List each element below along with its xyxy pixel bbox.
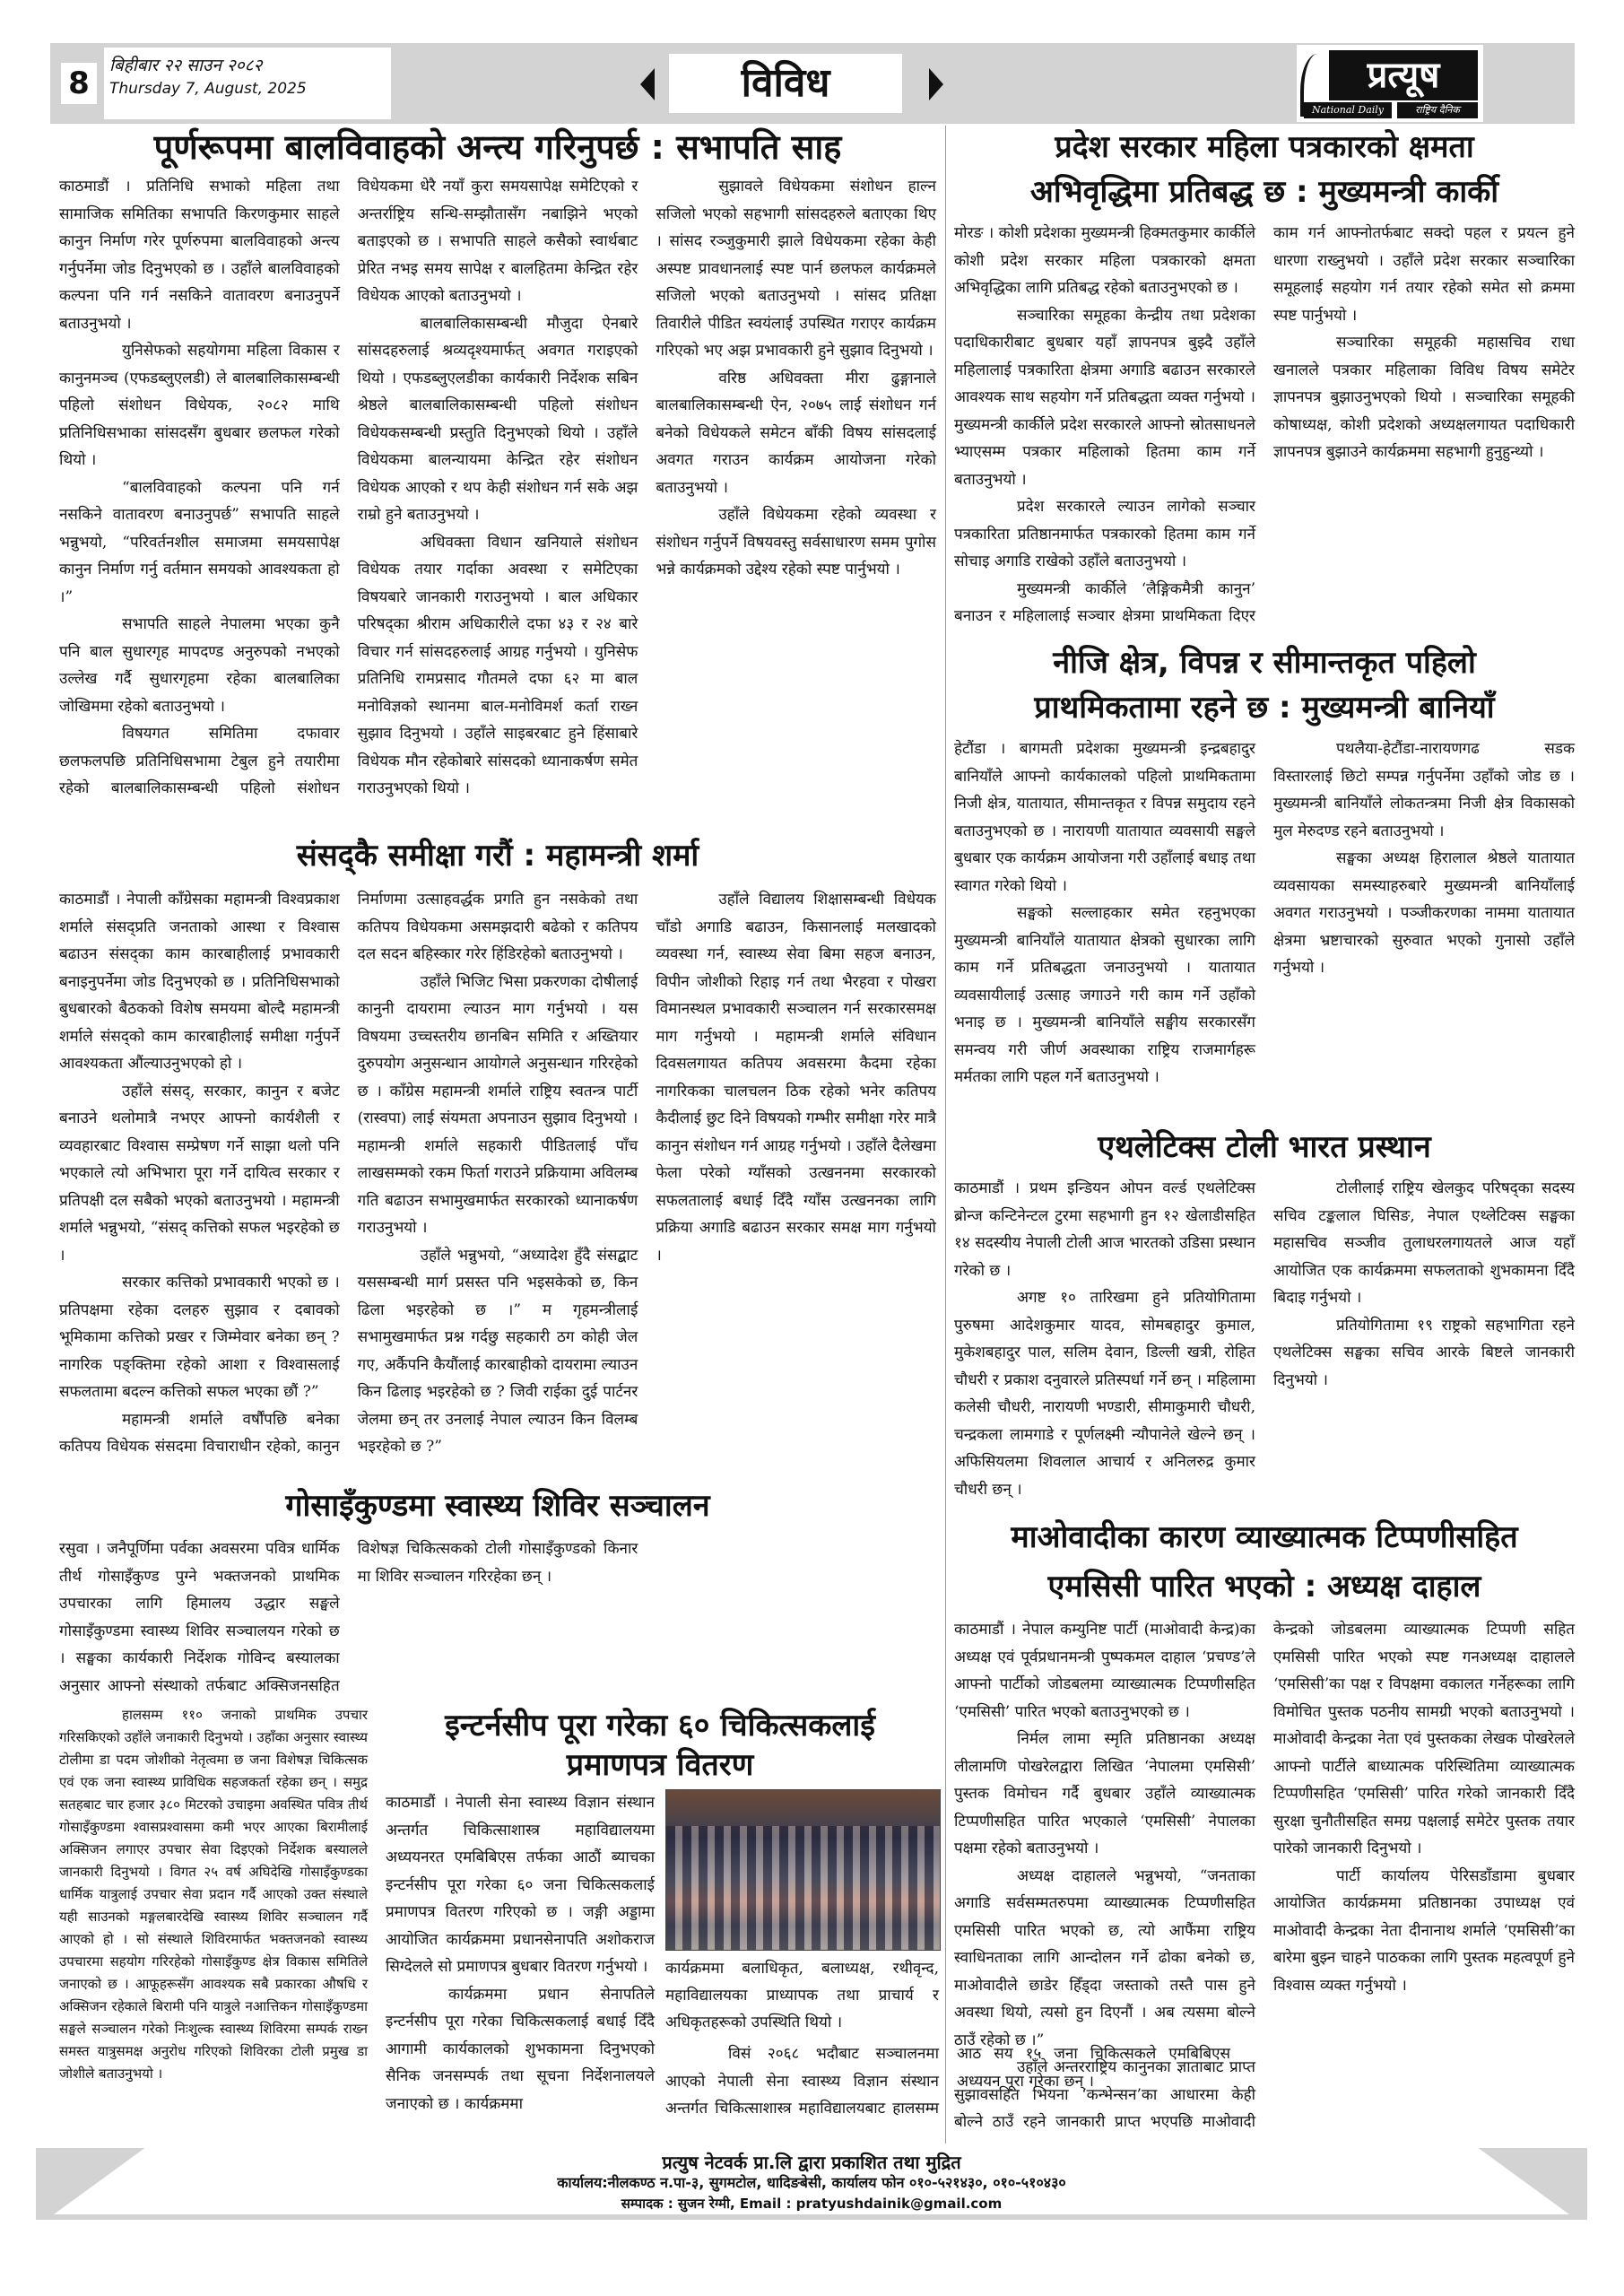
paragraph: “बालविवाहको कल्पना पनि गर्न नसकिने वातावरण बनाउनुपर्छ” सभापति साहले भन्नुभयो, “परिवर्तनशील समाजमा समयसापेक्ष कानुन निर्माण गर्नु वर्तमान समयको आवश्यकता हो ।” bbox=[59, 478, 340, 606]
paragraph: काठमाडौं । नेपाली सेना स्वास्थ्य विज्ञान संस्थान अन्तर्गत चिकित्साशास्त्र महाविद्यालयमा अध्ययनरत एमबिबिएस तर्फका आठौं ब्याचका इन्टर्नसीप पूरा गरेका ६० जना चिकित्सकलाई प्रमाणपत्र वितरण गरिएको छ । जङ्गी अड्डामा आयोजित कार्यक्रममा प्रधानसेनापति अशोकराज सिग्देलले सो प्रमाणपत्र बुधबार वितरण गर्नुभयो । bbox=[386, 1794, 655, 1976]
date-box bbox=[104, 48, 391, 119]
paragraph: काठमाडौं । प्रथम इन्डियन ओपन वर्ल्ड एथलेटिक्स ब्रोन्ज कन्टिनेन्टल टुरमा सहभागी हुन १२ खेलाडीसहित १४ सदस्यीय नेपाली टोली आज भारतको उडिसा प्रस्थान गरेको छ । bbox=[954, 1179, 1255, 1280]
paragraph: अगष्ट १० तारिखमा हुने प्रतियोगितामा पुरुषमा आदेशकुमार यादव, सोमबहादुर कुमाल, मुकेशबहादुर पाल, सलिम देवान, डिल्ली खत्री, रोहित चौधरी र प्रकाश दनुवारले प्रतिस्पर्धा गर्ने छन् । महिलामा कलेसी चौधरी, नारायणी भण्डारी, सीमाकुमारी चौधरी, चन्द्रकला लामगाडे र पूर्णलक्ष्मी न्यौपानेले खेल्ने छन् । अफिसियलमा शिवलाल आचार्य र अनिलरुद्र कुमार चौधरी छन् । bbox=[954, 1289, 1255, 1499]
paragraph: विसं २०६८ भदौबाट सञ्चालनमा आएको नेपाली सेना स्वास्थ्य विज्ञान संस्थान अन्तर्गत चिकित्साशास्त्र महाविद्यालयबाट हालसम्म आठ सय १५ जना चिकित्सकले एमबिबिएस अध्ययन पूरा गरेका छन् । bbox=[665, 2045, 1230, 2118]
newspaper-logo bbox=[1297, 45, 1483, 122]
paragraph: विषयगत समितिमा दफावार छलफलपछि प्रतिनिधिसभामा टेबुल हुने तयारीमा रहेको बालबालिकासम्बन्धी पहिलो संशोधन विधेयकमा धेरै नयाँ कुरा समयसापेक्ष समेटिएको र अन्तर्राष्ट्रिय सन्धि-सम्झौतासँग नबाझिने भएको बताइएको छ । सभापति साहले कसैको स्वार्थबाट प्रेरित नभइ समय सापेक्ष र बालहितमा केन्द्रित रहेर विधेयक आएको बताउनुभयो । bbox=[59, 178, 638, 797]
paragraph: उहाँले भन्नुभयो, “अध्यादेश हुँदै संसद्बाट यससम्बन्धी मार्ग प्रसस्त पनि भइसकेको छ, किन ढिला भइरहेको छ ।” म गृहमन्त्रीलाई सभामुखमार्फत प्रश्न गर्दछु सहकारी ठग कोही जेल गए, अर्कैपनि कैयौंलाई कारबाहीको दायरामा ल्याउन किन ढिलाइ भइरहेको छ ? जिवी राईका दुई पार्टनर जेलमा छन् तर उनलाई नेपाल ल्याउन किन विलम्ब भइरहेको छ ?” bbox=[357, 1246, 638, 1456]
footer-editor: सम्पादक : सुजन रेग्मी, Email : pratyushdainik@gmail.com bbox=[621, 2196, 1003, 2212]
headline-athletics: एथलेटिक्स टोली भारत प्रस्थान bbox=[1098, 1129, 1431, 1165]
article-internship-body bbox=[386, 1789, 655, 2146]
article-private-sector-body bbox=[954, 735, 1575, 1121]
section-title: विविध bbox=[669, 54, 902, 113]
paragraph: महामन्त्री शर्माले वर्षौंपछि बनेका कतिपय विधेयक संसदमा विचाराधीन रहेको, कानुन निर्माणमा उत्साहवर्द्धक प्रगति हुन नसकेको तथा कतिपय विधेयकमा असमझदारी बढेको र कतिपय दल सदन बहिस्कार गरेर हिंडिरहेको बताउनुभयो । bbox=[59, 891, 638, 1456]
paragraph: हेटौंडा । बागमती प्रदेशका मुख्यमन्त्री इन्द्रबहादुर बानियाँले आफ्नो कार्यकालको पहिलो प्राथमिकतामा निजी क्षेत्र, यातायात, सीमान्तकृत र विपन्न समुदाय रहने बताउनुभएको छ । नारायणी यातायात व्यवसायी सङ्घले बुधबार एक कार्यक्रम आयोजना गरी उहाँलाई बधाइ तथा स्वागत गरेको थियो । bbox=[954, 740, 1255, 895]
paragraph: रसुवा । जनैपूर्णिमा पर्वका अवसरमा पवित्र धार्मिक तीर्थ गोसाइँकुण्ड पुग्ने भक्तजनको प्राथमिक उपचारका लागि हिमालय उद्धार सङ्घले गोसाइँकुण्डमा स्वास्थ्य शिविर सञ्चालयन गरेको छ । सङ्घका कार्यकारी निर्देशक गोविन्द बस्यालका अनुसार आफ्नो संस्थाको तर्फबाट अक्सिजनसहित विशेषज्ञ चिकित्सकको टोली गोसाइँकुण्डको किनार मा शिविर सञ्चालन गरिरहेका छन् । bbox=[59, 1540, 638, 1695]
paragraph: कार्यक्रममा प्रधान सेनापतिले इन्टर्नसीप पूरा गरेका चिकित्सकलाई बधाई दिँदै आगामी कार्यकालको शुभकामना दिनुभएको सैनिक जनसम्पर्क तथा सूचना निर्देशनालयले जनाएको छ । कार्यक्रममा bbox=[386, 1985, 655, 2113]
paragraph: उहाँले अन्तरराष्ट्रिय कानुनका ज्ञाताबाट प्राप्त सुझावसहित भियना ‘कन्भेन्सन’का आधारमा केही बोल्ने ठाउँ रहने जानकारी प्राप्त भएपछि माओवादी केन्द्रको जोडबलमा व्याख्यात्मक टिप्पणी सहित एमसिसी पारित भएको स्पष्ट गनअध्यक्ष दाहालले ‘एमसिसी’का पक्ष र विपक्षमा वकालत गर्नेहरूका लागि विमोचित पुस्तक पठनीय सामग्री भएको बताउनुभयो । माओवादी केन्द्रका नेता एवं पुस्तकका लेखक पोखरेलले आफ्नो पार्टीले बाध्यात्मक परिस्थितिमा व्याख्यात्मक टिप्पणीसहित ‘एमसिसी’ पारित गरेको जानकारी दिँदै सुरक्षा चुनौतीसहित समग्र पक्षलाई समेटेर पुस्तक तयार पारेको जानकारी दिनुभयो । bbox=[954, 1621, 1575, 2131]
footer-office: कार्यालय:नीलकण्ठ न.पा-३, सुगमटोल, धादिङबेसी, कार्यालय फोन ०१०-५२१४३०, ०१०-५१०४३० bbox=[557, 2174, 1066, 2191]
logo-tag-english: National Daily bbox=[1304, 102, 1392, 118]
paragraph: प्रतियोगितामा १९ राष्ट्रको सहभागिता रहने एथलेटिक्स सङ्घका सचिव आरके बिष्टले जानकारी दिनुभयो । bbox=[1273, 1316, 1575, 1389]
paragraph: निर्मल लामा स्मृति प्रतिष्ठानका अध्यक्ष लीलामणि पोखरेलद्वारा लिखित ‘नेपालमा एमसिसी’ पुस्तक विमोचन गर्दै बुधबार उहाँले व्याख्यात्मक टिप्पणीसहित पारित भएकाले ‘एमसिसी’ नेपालका पक्षमा रहेको बताउनुभयो । bbox=[954, 1730, 1255, 1857]
headline-gosaikunda: गोसाइँकुण्डमा स्वास्थ्य शिविर सञ्चालन bbox=[285, 1488, 710, 1524]
article-athletics-body bbox=[954, 1175, 1575, 1529]
article-women-journalists-body bbox=[954, 220, 1575, 634]
paragraph: अध्यक्ष दाहालले भन्नुभयो, “जनताका अगाडि सर्वसम्मतरुपमा व्याख्यात्मक टिप्पणीसहित एमसिसी पारित भएको छ, त्यो आफैंमा राष्ट्रिय स्वाधिनताका लागि आन्दोलन गर्ने ढोका बनेको छ, माओवादीले छाडेर हिँड्दा जस्ताको तस्तै पास हुने अवस्था थियो, त्यसो हुन दिएनौं । अब त्यसमा बोल्ने ठाउँ रहेको छ ।” bbox=[954, 1866, 1255, 2049]
headline-child-marriage: पूर्णरूपमा बालविवाहको अन्त्य गरिनुपर्छ : सभापति साह bbox=[153, 127, 842, 167]
paragraph: काठमाडौं । नेपाली काँग्रेसका महामन्त्री विश्वप्रकाश शर्माले संसद्प्रति जनताको आस्था र विश्वास बढाउन संसद्का काम कारबाहीलाई प्रभावकारी बनाइनुपर्नेमा जोड दिनुभएको छ । प्रतिनिधिसभाको बुधबारको बैठकको विशेष समयमा बोल्दै महामन्त्री शर्माले संसद्को काम कारबाहीलाई समीक्षा गर्नुपर्ने आवश्यकता औंल्याउनुभएको हो । bbox=[59, 891, 340, 1073]
headline-mcc-line2: एमसिसी पारित भएको : अध्यक्ष दाहाल bbox=[1047, 1569, 1481, 1605]
article-internship-body-2 bbox=[665, 2040, 1230, 2148]
headline-women-journalists-line2: अभिवृद्धिमा प्रतिबद्ध छ : मुख्यमन्त्री कार्की bbox=[1029, 174, 1499, 210]
paragraph: पार्टी कार्यालय पेरिसडाँडामा बुधबार आयोजित कार्यक्रममा प्रतिष्ठानका उपाध्यक्ष एवं माओवादी केन्द्रका नेता दीनानाथ शर्माले ‘एमसिसी’का बारेमा बुझ्न चाहने पाठकका लागि पुस्तक महत्वपूर्ण हुने विश्वास व्यक्त गर्नुभयो । bbox=[1273, 1866, 1575, 1995]
paragraph: सुझावले विधेयकमा संशोधन हाल्न सजिलो भएको सहभागी सांसदहरुले बताएका थिए । सांसद रञ्जुकुमारी झाले विधेयकमा रहेका केही अस्पष्ट प्रावधानलाई स्पष्ट पार्न छलफल कार्यक्रमले सजिलो भएको बताउनुभयो । सांसद प्रतिक्षा तिवारीले पीडित स्वयंलाई उपस्थित गराएर कार्यक्रम गरिएको भए अझ प्रभावकारी हुने सुझाव दिनुभयो । bbox=[656, 178, 936, 360]
paragraph: वरिष्ठ अधिवक्ता मीरा ढुङ्गानाले बालबालिकासम्बन्धी ऐन, २०७५ लाई संशोधन गर्न बनेको विधेयकले समेटन बाँकी विषय सांसदलाई अवगत गराउन कार्यक्रम आयोजना गरेको बताउनुभयो । bbox=[656, 369, 936, 497]
article-parliament-review-body bbox=[59, 886, 936, 1474]
paragraph: उहाँले विद्यालय शिक्षासम्बन्धी विधेयक चाँडो अगाडि बढाउन, किसानलाई मलखादको व्यवस्था गर्न, स्वास्थ्य सेवा बिमा सहज बनाउन, विपीन जोशीको रिहाइ गर्न तथा भैरहवा र पोखरा विमानस्थल प्रभावकारी सञ्चालन गर्न सरकारसमक्ष माग गर्नुभयो । महामन्त्री शर्माले संविधान दिवसलगायत कतिपय अवसरमा कैदमा रहेका नागरिकका चालचलन ठिक रहेको भनेर कतिपय कैदीलाई छुट दिने विषयको गम्भीर समीक्षा गरेर मात्रै कानुन संशोधन गर्न आग्रह गर्नुभयो । उहाँले दैलेखमा फेला परेको ग्याँसको उत्खननमा सरकारको सफलतालाई बधाई दिँदै ग्याँस उत्खननका लागि प्रक्रिया अगाडि बढाउन सरकार समक्ष माग गर्नुभयो । bbox=[656, 891, 936, 1265]
photo-caption: कार्यक्रममा बलाधिकृत, बलाध्यक्ष, रथीवृन्द, महाविद्यालयका प्राध्यापक तथा प्राचार्य र अधिकृतहरूको उपस्थिति थियो । bbox=[665, 1960, 939, 2031]
paragraph: उहाँले विधेयकमा रहेको व्यवस्था र संशोधन गर्नुपर्ने विषयवस्तु सर्वसाधारण समम पुगोस भन्ने कार्यक्रमको उद्देश्य रहेको स्पष्ट पार्नुभयो । bbox=[656, 506, 936, 578]
paragraph: अधिवक्ता विधान खनियाले संशोधन विधेयक तयार गर्दाका अवस्था र समेटिएका विषयबारे जानकारी गराउनुभयो । बाल अधिकार परिषद्का श्रीराम अधिकारीले दफा ४३ र २४ बारे विचार गर्न सांसदहरुलाई आग्रह गर्नुभयो । युनिसेफ प्रतिनिधि रामप्रसाद गौतमले दफा ६२ मा बाल मनोविज्ञको स्थानमा बाल-मनोविमर्श कर्ता राख्न सुझाव दिनुभयो । उहाँले साइबरबाट हुने हिंसाबारे विधेयक मौन रहेकोबारे सांसदको ध्यानाकर्षण समेत गराउनुभएको थियो । bbox=[357, 533, 638, 797]
headline-private-sector-line1: नीजि क्षेत्र, विपन्न र सीमान्तकृत पहिलो bbox=[1053, 645, 1476, 681]
paragraph: टोलीलाई राष्ट्रिय खेलकुद परिषद्का सदस्य सचिव टङ्कलाल घिसिङ, नेपाल एथ्लेटिक्स सङ्घका महासचिव सञ्जीव तुलाधरलगायतले आज यहाँ आयोजित एक कार्यक्रममा सफलताको शुभकामना दिँदै बिदाइ गर्नुभयो । bbox=[1273, 1179, 1575, 1307]
logo-tag-nepali: राष्ट्रिय दैनिक bbox=[1397, 102, 1478, 118]
paragraph: काठमाडौं । नेपाल कम्युनिष्ट पार्टी (माओवादी केन्द्र)का अध्यक्ष एवं पूर्वप्रधानमन्त्री पुष्पकमल दाहाल ‘प्रचण्ड’ले आफ्नो पार्टीको जोडबलमा व्याख्यात्मक टिप्पणीसहित ‘एमसिसी’ पारित भएको बताउनुभएको छ । bbox=[954, 1621, 1255, 1721]
masthead bbox=[50, 43, 1575, 124]
headline-mcc-line1: माओवादीका कारण व्याख्यात्मक टिप्पणीसहित bbox=[1011, 1519, 1518, 1555]
paragraph: उहाँले भिजिट भिसा प्रकरणका दोषीलाई कानुनी दायरामा ल्याउन माग गर्नुभयो । यस विषयमा उच्चस्तरीय छानबिन समिति र अख्तियार दुरुपयोग अनुसन्धान आयोगले अनुसन्धान गरिरहेको छ । काँग्रेस महामन्त्री शर्माले राष्ट्रिय स्वतन्त्र पार्टी (रास्वपा) लाई संयमता अपनाउन सुझाव दिनुभयो । महामन्त्री शर्माले सहकारी पीडितलाई पाँच लाखसम्मको रकम फिर्ता गराउने प्रक्रियामा अविलम्ब गति बढाउन सभामुखमार्फत सरकारको ध्यानाकर्षण गराउनुभयो । bbox=[357, 972, 638, 1237]
logo-wordmark: प्रत्यूष bbox=[1329, 50, 1478, 100]
paragraph: सभापति साहले नेपालमा भएका कुनै पनि बाल सुधारगृह मापदण्ड अनुरुपको नभएको उल्लेख गर्दै सुधारगृहमा रहेका बालबालिका जोखिममा रहेको बताउनुभयो । bbox=[59, 615, 340, 716]
section-arrow-left-icon bbox=[640, 68, 655, 100]
paragraph: सञ्चारिका समूहका केन्द्रीय तथा प्रदेशका पदाधिकारीबाट बुधबार यहाँ ज्ञापनपत्र बुझ्दै उहाँले महिलालाई पत्रकारिता क्षेत्रमा अगाडि बढाउन सरकारले आवश्यक साथ सहयोग गर्ने प्रतिबद्धता व्यक्त गर्नुभयो । मुख्यमन्त्री कार्कीले प्रदेश सरकारले आफ्नो स्रोतसाधनले भ्याएसम्म पत्रकार महिलाको हितमा काम गर्ने बताउनुभयो । bbox=[954, 306, 1255, 489]
article-child-marriage-body bbox=[59, 173, 936, 814]
headline-parliament-review: संसद्कै समीक्षा गरौं : महामन्त्री शर्मा bbox=[296, 838, 699, 874]
paragraph: प्रदेश सरकारले ल्याउन लागेको सञ्चार पत्रकारिता प्रतिष्ठानमार्फत पत्रकारको हितमा काम गर्ने सोचाइ अगाडि राखेको उहाँले बताउनुभयो । bbox=[954, 498, 1255, 570]
page-number: 8 bbox=[61, 63, 97, 104]
article-gosaikunda-body bbox=[59, 1535, 936, 1700]
paragraph: सङ्घको सल्लाहकार समेत रहनुभएका मुख्यमन्त्री बानियाँले यातायात क्षेत्रको सुधारका लागि काम गर्ने प्रतिबद्धता जनाउनुभयो । यातायात व्यवसायीलाई उत्साह जगाउने गरी काम गर्ने उहाँको भनाइ छ । मुख्यमन्त्री बानियाँले सङ्घीय सरकारसँग समन्वय गरी जीर्ण अवस्थाका राष्ट्रिय राजमार्गहरू मर्मतका लागि पहल गर्ने बताउनुभयो । bbox=[954, 904, 1255, 1086]
paragraph: बालबालिकासम्बन्धी मौजुदा ऐनबारे सांसदहरुलाई श्रव्यदृश्यमार्फत् अवगत गराइएको थियो । एफडब्लुएलडीका कार्यकारी निर्देशक सबिन श्रेष्ठले बालबालिकासम्बन्धी पहिलो संशोधन विधेयकसम्बन्धी प्रस्तुति दिनुभएको थियो । उहाँले विधेयकमा बालन्यायमा केन्द्रित रहेर संशोधन विधेयक आएको र थप केही संशोधन गर्न सके अझ राम्रो हुने बताउनुभयो । bbox=[357, 314, 638, 524]
paragraph: सञ्चारिका समूहकी महासचिव राधा खनालले पत्रकार महिलाका विविध विषय समेटेर ज्ञापनपत्र बुझाउनुभएको थियो । सञ्चारिका समूहकी कोषाध्यक्ष, कोशी प्रदेशको अध्यक्षलगायत पदाधिकारी ज्ञापनपत्र बुझाउने कार्यक्रममा सहभागी हुनुहुन्थ्यो । bbox=[1273, 334, 1575, 461]
headline-private-sector-line2: प्राथमिकतामा रहने छ : मुख्यमन्त्री बानियाँ bbox=[1034, 690, 1495, 726]
footer bbox=[36, 2148, 1587, 2220]
paragraph: युनिसेफको सहयोगमा महिला विकास र कानुनमञ्च (एफडब्लुएलडी) ले बालबालिकासम्बन्धी पहिलो संशोधन विधेयक, २०८२ माथि प्रतिनिधिसभाका सांसदसँग बुधबार छलफल गरेको थियो । bbox=[59, 342, 340, 469]
paragraph: सङ्घका अध्यक्ष हिरालाल श्रेष्ठले यातायात व्यवसायका समस्याहरुबारे मुख्यमन्त्री बानियाँलाई अवगत गराउनुभयो । पञ्जीकरणका नाममा यातायात क्षेत्रमा भ्रष्टाचारको सुरुवात भएको गुनासो उहाँले गर्नुभयो । bbox=[1273, 849, 1575, 977]
paragraph: हालसम्म ११० जनाको प्राथमिक उपचार गरिसकिएको उहाँले जनाकारी दिनुभयो । उहाँका अनुसार स्वास्थ्य टोलीमा डा पदम जोशीको नेतृत्वमा छ जना विशेषज्ञ चिकित्सक एवं एक जना स्वास्थ्य प्राविधिक सहजकर्ता रहेका छन् । समुद्र सतहबाट चार हजार ३८० मिटरको उचाइमा अवस्थित पवित्र तीर्थ गोसाइँकुण्डमा श्वासप्रश्वासमा कमी भएर आएका बिरामीलाई अक्सिजन लगाएर उपचार सेवा दिइएको निर्देशक बस्यालले जानकारी दिनुभयो । विगत २५ वर्ष अघिदेखि गोसाइँकुण्डका धार्मिक यात्रुलाई उपचार सेवा प्रदान गर्दै आएको उक्त संस्थाले यही साउनको मङ्गलबारदेखि स्वास्थ्य शिविर सञ्चालन गर्दै आएको हो । सो संस्थाले शिविरमार्फत भक्तजनको स्वास्थ्य उपचारमा सहयोग गरिरहेको गोसाइँकुण्ड क्षेत्र विकास समितिले जनाएको छ । आफूहरूसँग आवश्यक सबै प्रकारका औषधि र अक्सिजन रहेकाले बिरामी पनि यात्रुले नआत्तिकन गोसाइँकुण्डमा सङ्घले सञ्चालन गरेको निःशुल्क स्वास्थ्य शिविरमा सम्पर्क राख्न समस्त यात्रुसमक्ष अनुरोध गरिएको शिविरका टोली प्रमुख डा जोशीले बताउनुभयो । bbox=[59, 1707, 368, 2082]
date-nepali: बिहीबार २२ साउन २०८२ bbox=[109, 56, 263, 75]
date-english: Thursday 7, August, 2025 bbox=[109, 80, 307, 98]
group-photo bbox=[665, 1789, 941, 1951]
paragraph: मोरङ । कोशी प्रदेशका मुख्यमन्त्री हिक्मतकुमार कार्कीले कोशी प्रदेश सरकार महिला पत्रकारको क्षमता अभिवृद्धिका लागि प्रतिबद्ध रहेको बताउनुभएको छ । bbox=[954, 224, 1255, 297]
article-internship bbox=[377, 1704, 943, 1787]
headline-internship-line1: इन्टर्नसीप पूरा गरेका ६० चिकित्सकलाई bbox=[445, 1708, 875, 1744]
footer-publisher: प्रत्युष नेटवर्क प्रा.लि द्वारा प्रकाशित तथा मुद्रित bbox=[662, 2152, 961, 2173]
section-arrow-right-icon bbox=[929, 68, 943, 100]
paragraph: सरकार कत्तिको प्रभावकारी भएको छ । प्रतिपक्षमा रहेका दलहरु सुझाव र दबावको भूमिकामा कत्तिको प्रखर र जिम्मेवार बनेका छन् ? नागरिक पङ्क्तिमा रहेको आशा र विश्वासलाई सफलतामा बदल्न कत्तिको सफल भएका छौं ?” bbox=[59, 1274, 340, 1401]
headline-women-journalists-line1: प्रदेश सरकार महिला पत्रकारको क्षमता bbox=[1055, 129, 1474, 165]
headline-internship-line2: प्रमाणपत्र वितरण bbox=[566, 1747, 754, 1783]
paragraph: मुख्यमन्त्री कार्कीले ‘लैङ्गिकमैत्री कानुन’ बनाउन र महिलालाई सञ्चार क्षेत्रमा प्राथमिकता दिएर काम गर्न आफ्नोतर्फबाट सक्दो पहल र प्रयत्न हुने धारणा राख्नुभयो । उहाँले प्रदेश सरकार सञ्चारिका समूहलाई सहयोग गर्न तयार रहेको समेत सो क्रममा स्पष्ट पार्नुभयो । bbox=[954, 224, 1575, 625]
paragraph: पथलैया-हेटौंडा-नारायणगढ सडक विस्तारलाई छिटो सम्पन्न गर्नुपर्नेमा उहाँको जोड छ । मुख्यमन्त्री बानियाँले लोकतन्त्रमा निजी क्षेत्र विकासको मुल मेरुदण्ड रहने बताउनुभयो । bbox=[1273, 740, 1575, 840]
paragraph: उहाँले संसद्, सरकार, कानुन र बजेट बनाउने थलोमात्रै नभएर आफ्नो कार्यशैली र व्यवहारबाट विश्वास सम्प्रेषण गर्ने साझा थलो पनि भएकाले त्यो अभिभारा पूरा गर्ने दायित्व सरकार र प्रतिपक्षी दल सबैको भएको बताउनुभयो । महामन्त्री शर्माले भन्नुभयो, “संसद् कत्तिको सफल भइरहेको छ । bbox=[59, 1082, 340, 1265]
article-mcc-body bbox=[954, 1616, 1575, 2145]
article-gosaikunda-body-2 bbox=[59, 1704, 368, 2145]
column-divider bbox=[945, 126, 946, 2144]
paragraph: काठमाडौं । प्रतिनिधि सभाको महिला तथा सामाजिक समितिका सभापति किरणकुमार साहले कानुन निर्माण गरेर पूर्णरुपमा बालविवाहको अन्त्य गर्नुपर्नेमा जोड दिनुभएको छ । उहाँले बालविवाहको कल्पना पनि गर्न नसकिने वातावरण बनाउनुपर्ने बताउनुभयो । bbox=[59, 178, 340, 333]
